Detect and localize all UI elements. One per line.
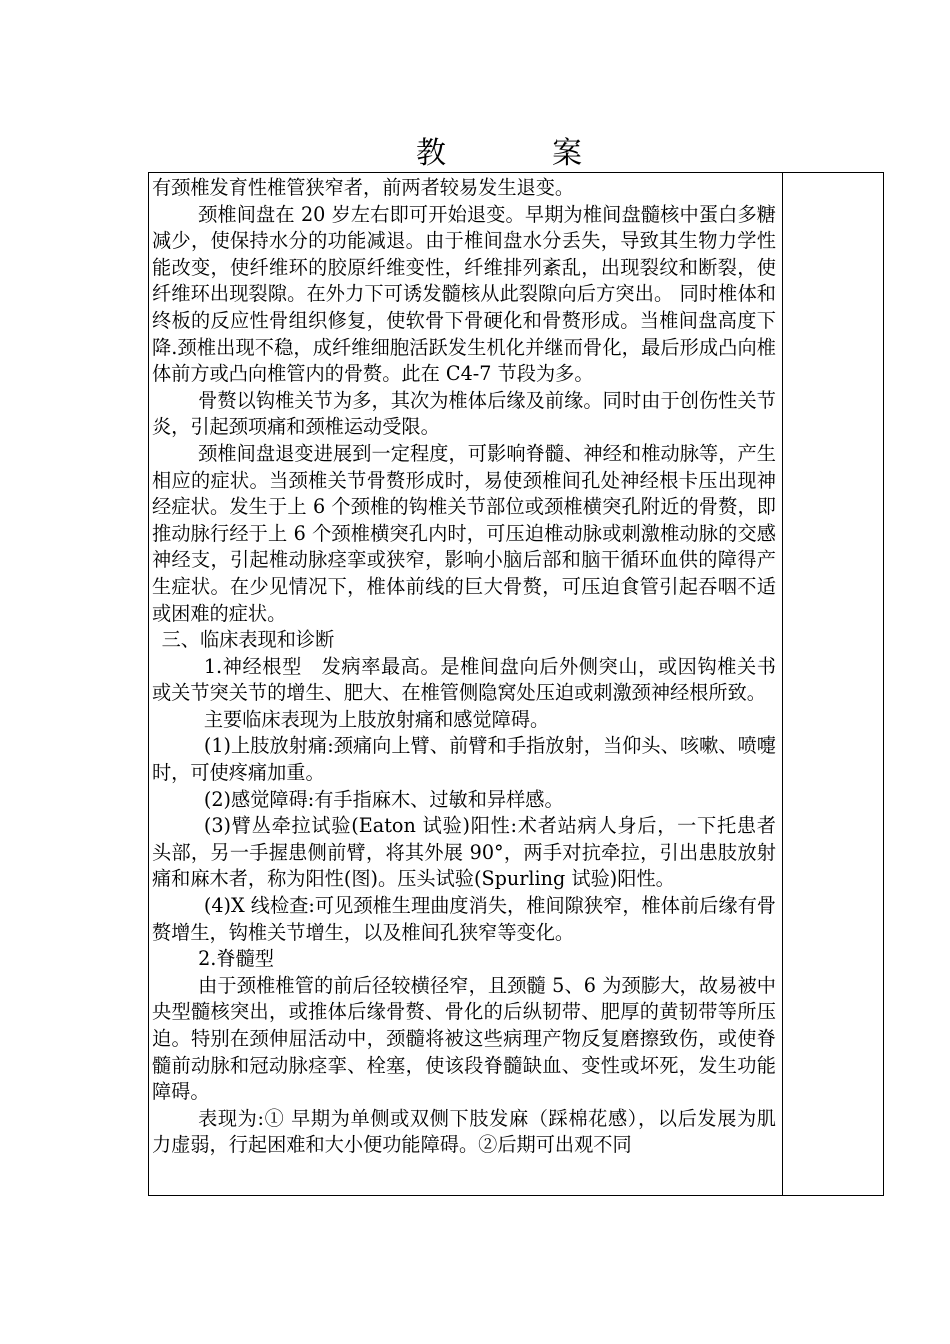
paragraph: 颈椎间盘退变进展到一定程度，可影响脊髓、神经和椎动脉等，产生相应的症状。当颈椎关节骨赘形成时，易使颈椎间孔处神经根卡压出现神经症状。发生于上 6 个颈椎的钩椎关节部位或颈椎横突孔附近的骨赘，即推动脉行经于上 6 个颈椎横突孔内时，可压迫椎动脉或刺激椎动脉的交感神经支，引起椎动脉痉挛或狭窄，影响小脑后部和脑干循环血供的障得产生症状。在少见情况下，椎体前线的巨大骨赘，可压迫食管引起吞咽不适或困难的症状。 bbox=[152, 441, 776, 625]
paragraph: (1)上肢放射痛:颈痛向上臂、前臂和手指放射，当仰头、咳嗽、喷嚏时，可使疼痛加重。 bbox=[152, 734, 776, 785]
paragraph: 有颈椎发育性椎管狭窄者，前两者较易发生退变。 bbox=[152, 176, 575, 199]
paragraph: 主要临床表现为上肢放射痛和感觉障碍。 bbox=[203, 707, 550, 731]
subsection-heading: 2.脊髓型 bbox=[198, 947, 274, 971]
paragraph: 表现为:① 早期为单侧或双侧下肢发麻（踩棉花感），以后发展为肌力虚弱，行起困难和大小便功能障碍。②后期可出观不同 bbox=[152, 1106, 776, 1157]
paragraph: 1.神经根型 发病率最高。是椎间盘向后外侧突山，或因钩椎关书或关节突关节的增生、肥大、在椎管侧隐窝处压迫或刺激颈神经根所致。 bbox=[152, 654, 776, 705]
page-title: 教 案 bbox=[416, 136, 620, 171]
paragraph: (4)X 线检查:可见颈椎生理曲度消失，椎间隙狭窄，椎体前后缘有骨赘增生，钩椎关节增生，以及椎间孔狭窄等变化。 bbox=[152, 894, 776, 944]
paragraph: 由于颈椎椎管的前后径较横径窄，且颈髓 5、6 为颈膨大，故易被中央型髓核突出，或推体后缘骨赘、骨化的后纵韧带、肥厚的黄韧带等所压迫。特别在颈伸屈活动中，颈髓将被这些病理产物反复磨擦致伤，或使脊髓前动脉和冠动脉痉挛、栓塞，使该段脊髓缺血、变性或坏死，发生功能障碍。 bbox=[152, 973, 776, 1104]
paragraph: 颈椎间盘在 20 岁左右即可开始退变。早期为椎间盘髓核中蛋白多糖减少，使保持水分的功能减退。由于椎间盘水分丢失，导致其生物力学性能改变，使纤维环的胶原纤维变性，纤维排列紊乱，出现裂纹和断裂，使纤维环出现裂隙。在外力下可诱发髓核从此裂隙向后方突出。 同时椎体和终板的反应性骨组织修复，使软骨下骨硬化和骨赘形成。当椎间盘高度下降.颈椎出现不稳，成纤维细胞活跃发生机化并继而骨化，最后形成凸向椎体前方或凸向椎管内的骨赘。此在 C4-7 节段为多。 bbox=[152, 202, 776, 386]
section-heading: 三、临床表现和诊断 bbox=[161, 628, 335, 652]
table-column-divider bbox=[782, 172, 783, 1196]
paragraph: (2)感觉障碍:有手指麻木、过敏和异样感。 bbox=[203, 787, 564, 811]
paragraph: (3)臂丛牵拉试验(Eaton 试验)阳性:术者站病人身后，一下托患者头部，另一手握患侧前臂，将其外展 90°，两手对抗牵拉，引出患肢放射痛和麻木者，称为阳性(图)。压头试验(Spurling 试验)阳性。 bbox=[152, 814, 776, 891]
lesson-content-cell bbox=[152, 175, 776, 1193]
paragraph: 骨赘以钩椎关节为多，其次为椎体后缘及前缘。同时由于创伤性关节炎，引起颈项痛和颈椎运动受限。 bbox=[152, 388, 776, 439]
